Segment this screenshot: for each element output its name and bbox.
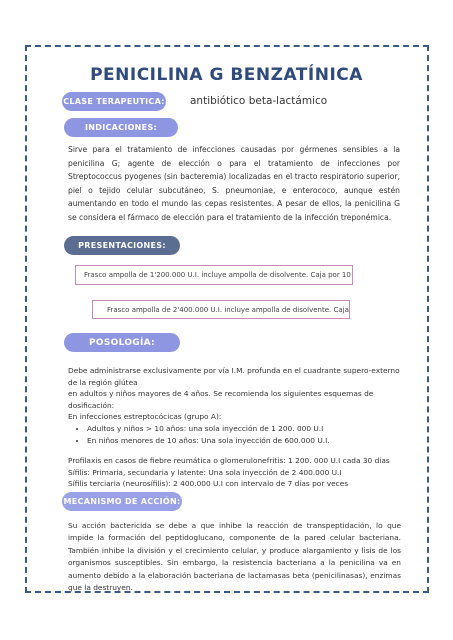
posologia-extra-1: Profilaxis en casos de fiebre reumática o glomerulonefritis: 1 200. 000 U.I cada 30 días — [68, 456, 390, 466]
posologia-extra-3: Sífilis terciaria (neurosífilis): 2 400.000 U.I con intervalo de 7 días por veces — [68, 479, 349, 489]
clase-terapeutica-label: CLASE TERAPEUTICA: — [62, 92, 166, 111]
posologia-label: POSOLOGÍA: — [64, 333, 180, 352]
presentacion-box-2: Frasco ampolla de 2'400.000 U.I. incluye ampolla de disolvente. Caja — [92, 300, 350, 319]
indicaciones-text: Sirve para el tratamiento de infecciones causadas por gérmenes sensibles a la penicilina G; agente de elección o para el tratamiento de infecciones por Streptococcus pyogenes (sin bacteremia) localizadas en el tracto respiratorio superior, piel o tejido celular subcutáneo, S. pneumoniae, e enterococo, aunque estén aumentando en todo el mundo las cepas resistentes. A pesar de ellos, la penicilina G se considera el fármaco de elección para el tratamiento de la infección treponémica. — [68, 145, 400, 222]
presentacion-box-1: Frasco ampolla de 1'200.000 U.I. incluye ampolla de disolvente. Caja por 10 — [75, 265, 353, 285]
posologia-bullets — [68, 423, 404, 446]
posologia-extra-2: Sífilis: Primaria, secundaria y latente: Una sola inyección de 2 400.000 U.I — [68, 467, 342, 477]
presentaciones-label: PRESENTACIONES: — [64, 236, 180, 255]
mecanismo-text: Su acción bactericida se debe a que inhibe la reacción de transpeptidación, lo que impide la formación del peptidoglucano, componente de la pared celular bacteriana. También inhibe la división y el crecimiento celular, y produce alargamiento y lisis de los organismos susceptibles. Sin embargo, la resistencia bacteriana a la penicilina va en aumento debido a la elaboración bacteriana de lactamasas beta (penicilinasas), enzimas que la destruyen. — [68, 521, 401, 593]
posologia-section — [68, 365, 404, 490]
indicaciones-label: INDICACIONES: — [64, 118, 178, 137]
posologia-bullet-2: • En niños menores de 10 años: Una sola inyección de 600.000 U.I. — [87, 435, 404, 447]
posologia-line-1: Debe administrarse exclusivamente por vía I.M. profunda en el cuadrante supero-externo de la región glútea — [68, 366, 400, 387]
posologia-line-2: en adultos y niños mayores de 4 años. Se recomienda los siguientes esquemas de dosificación: — [68, 389, 374, 410]
posologia-bullet-1: • Adultos y niños > 10 años: una sola inyección de 1 200. 000 U.I — [87, 423, 404, 435]
posologia-line-3: En infecciones estreptocócicas (grupo A): — [68, 412, 222, 422]
mecanismo-label: MECANISMO DE ACCIÓN: — [62, 492, 182, 511]
clase-terapeutica-value: antibiótico beta-lactámico — [190, 95, 328, 107]
page-title: PENICILINA G BENZATÍNICA — [90, 65, 363, 85]
